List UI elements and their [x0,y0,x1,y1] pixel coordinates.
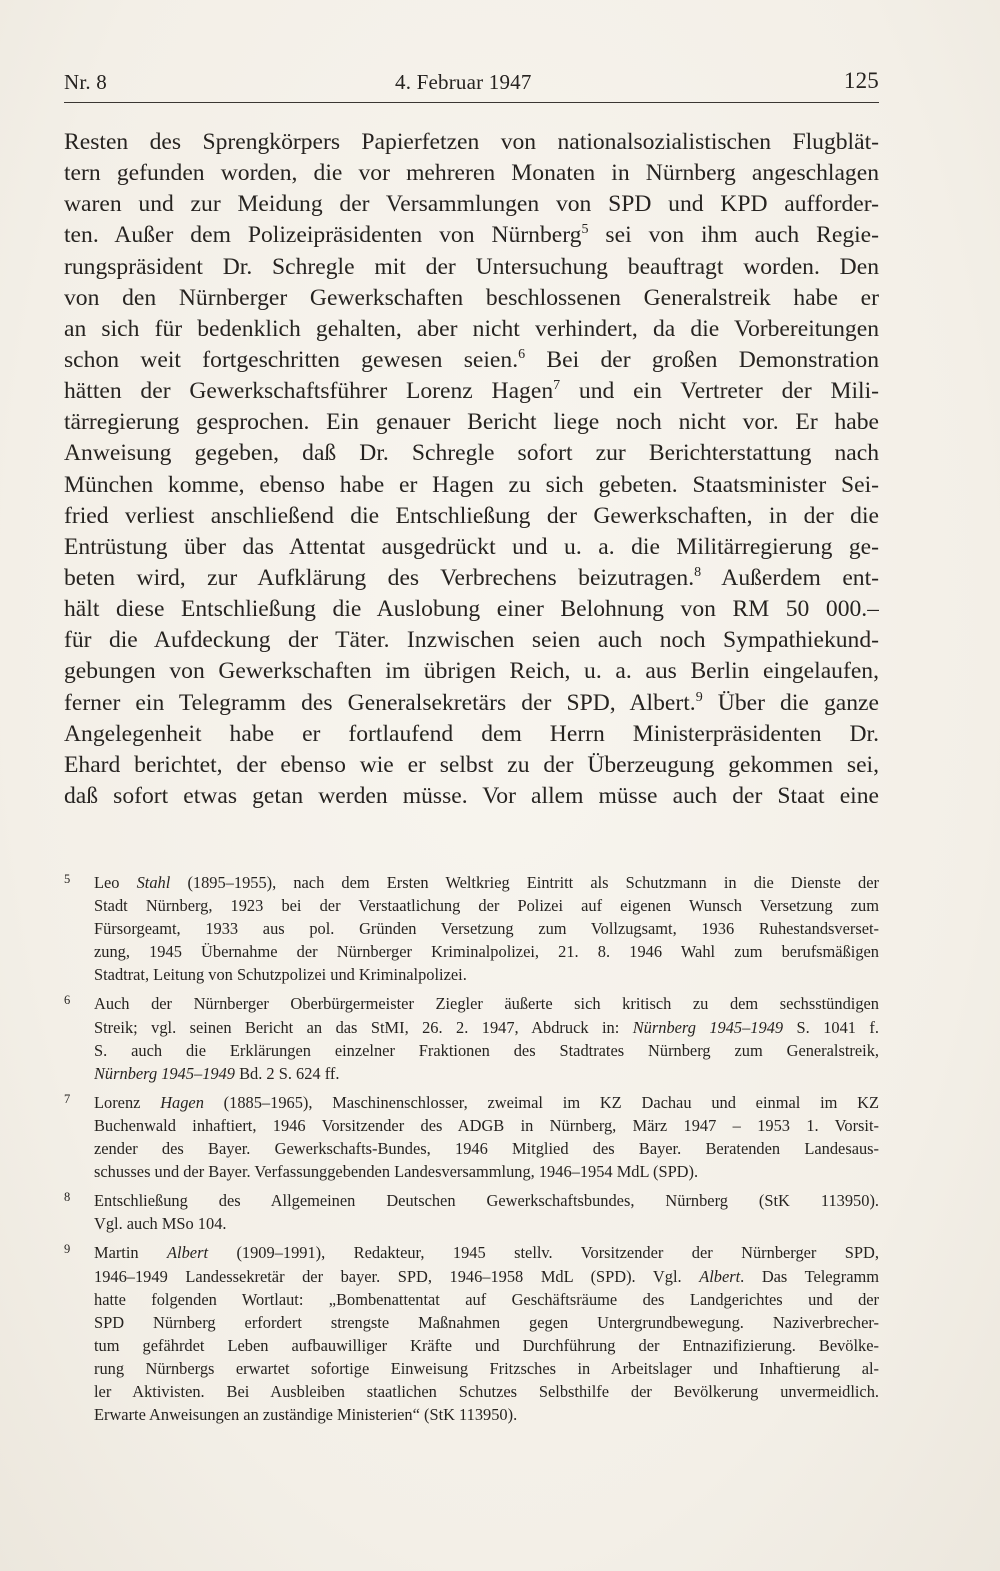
body-line: Entrüstung über das Attentat ausgedrückt und u. a. die Militärregierung ge- [64,533,879,560]
body-line: von den Nürnberger Gewerkschaften beschlossenen Generalstreik habe er [64,284,879,311]
body-line: Angelegenheit habe er fortlaufend dem Herrn Ministerpräsidenten Dr. [64,720,879,747]
footnote-number: 9 [64,1242,71,1257]
footnote-6: 6 Auch der Nürnberger Oberbürgermeister Ziegler äußerte sich kritisch zu dem sechsstündigen Streik; vgl. seinen Bericht an das StMI, 26. 2. 1947, Abdruck in: Nürnberg 1945–1949 S. 1041 f. S. auch die Erklärungen einzelner Fraktionen des Stadtrates Nürnberg zum Generalstreik, Nürnberg 1945–1949 Bd. 2 S. 624 ff. [64,993,879,1083]
footnote-9: 9 Martin Albert (1909–1991), Redakteur, 1945 stellv. Vorsitzender der Nürnberger SPD, 1946–1949 Landessekretär der bayer. SPD, 1946–1958 MdL (SPD). Vgl. Albert. Das Telegramm hatte folgenden Wortlaut: „Bombenattentat auf Geschäftsräume des Landgerichtes und der SPD Nürnberg erfordert strengste Maßnahmen gegen Untergrundbewegung. Naziverbrecher- tum gefährdet Leben aufbauwilliger Kräfte und Durchführung der Entnazifizierung. Bevölke- rung Nürnbergs erwartet sofortige Einweisung Fritzsches in Arbeitslager und Inhaftierung al- ler Aktivisten. Bei Ausbleiben staatlichen Schutzes Selbsthilfe der Bevölkerung unvermeidlich. Erwarte Anweisungen an zuständige Ministerien“ (StK 113950). [64,1242,879,1425]
footnote-number: 8 [64,1190,71,1205]
body-line: Resten des Sprengkörpers Papierfetzen von nationalsozialistischen Flugblät- [64,129,879,155]
person-name: Hagen [160,1092,204,1112]
header-date: 4. Februar 1947 [395,70,532,94]
body-line: ten. Außer dem Polizeipräsidenten von Nürnberg$^5$ sei von ihm auch Regie- [64,222,879,249]
running-header [64,66,879,103]
body-line: tärregierung gesprochen. Ein genauer Bericht liege noch nicht vor. Er habe [64,409,879,436]
body-line: gebungen von Gewerkschaften im übrigen Reich, u. a. aus Berlin eingelaufen, [64,658,879,685]
body-line: daß sofort etwas getan werden müsse. Vor allem müsse auch der Staat eine [64,782,879,809]
footnote-8: 8 Entschließung des Allgemeinen Deutschen Gewerkschaftsbundes, Nürnberg (StK 113950). Vgl. auch MSo 104. [64,1190,879,1234]
body-line: tern gefunden worden, die vor mehreren Monaten in Nürnberg angeschlagen [64,160,879,187]
body-line: hätten der Gewerkschaftsführer Lorenz Hagen$^7$ und ein Vertreter der Mili- [64,378,879,405]
footnote-ref-7[interactable]: 7 [553,378,561,394]
footnote-ref-9[interactable]: 9 [695,689,703,705]
body-line: fried verliest anschließend die Entschließung der Gewerkschaften, in der die [64,502,879,529]
footnote-number: 5 [64,872,71,886]
person-name: Albert [167,1243,209,1263]
person-name: Stahl [136,873,171,892]
body-line: hält diese Entschließung die Auslobung einer Belohnung von RM 50 000.– [64,596,879,623]
footnote-ref-5[interactable]: 5 [581,222,589,238]
footnotes [64,871,879,1432]
body-line: Ehard berichtet, der ebenso wie er selbst zu der Überzeugung gekommen sei, [64,751,879,778]
footnote-ref-8[interactable]: 8 [694,564,702,580]
footnote-number: 6 [64,993,71,1008]
body-line: schon weit fortgeschritten gewesen seien.$^6$ Bei der großen Demonstration [64,346,879,373]
body-line: waren und zur Meidung der Versammlungen von SPD und KPD aufforder- [64,191,879,218]
footnote-number: 7 [64,1091,71,1106]
body-line: rungspräsident Dr. Schregle mit der Untersuchung beauftragt worden. Den [64,253,879,280]
body-line: für die Aufdeckung der Täter. Inzwischen seien auch noch Sympathiekund- [64,627,879,654]
body-line: München komme, ebenso habe er Hagen zu sich gebeten. Staatsminister Sei- [64,471,879,498]
footnote-5: 5 Leo Stahl (1895–1955), nach dem Ersten Weltkrieg Eintritt als Schutzmann in die Dienste der Stadt Nürnberg, 1923 bei der Verstaatlichung der Polizei auf eigenen Wunsch Versetzung zum Fürsorgeamt, 1933 aus pol. Gründen Versetzung zum Vollzugsamt, 1936 Ruhestandsverset- zung, 1945 Übernahme der Nürnberger Kriminalpolizei, 21. 8. 1946 Wahl zum berufsmäßigen Stadtrat, Leitung von Schutzpolizei und Kriminalpolizei. [64,872,879,985]
document-number: Nr. 8 [64,70,107,94]
footnote-ref-6[interactable]: 6 [518,346,526,362]
body-line: an sich für bedenklich gehalten, aber nicht verhindert, da die Vorbereitungen [64,315,879,342]
body-line: beten wird, zur Aufklärung des Verbrechens beizutragen.$^8$ Außerdem ent- [64,564,879,591]
body-line: ferner ein Telegramm des Generalsekretärs der SPD, Albert.$^9$ Über die ganze [64,689,879,716]
page-number: 125 [843,68,879,93]
footnote-7: 7 Lorenz Hagen (1885–1965), Maschinenschlosser, zweimal im KZ Dachau und einmal im KZ Buchenwald inhaftiert, 1946 Vorsitzender des ADGB in Nürnberg, März 1947 – 1953 1. Vorsit- zender des Bayer. Gewerkschafts-Bundes, 1946 Mitglied des Bayer. Beratenden Landesaus- schusses und der Bayer. Verfassunggebenden Landesversammlung, 1946–1954 MdL (SPD). [64,1091,879,1182]
main-text [64,127,879,812]
body-line: Anweisung gegeben, daß Dr. Schregle sofort zur Berichterstattung nach [64,440,879,467]
